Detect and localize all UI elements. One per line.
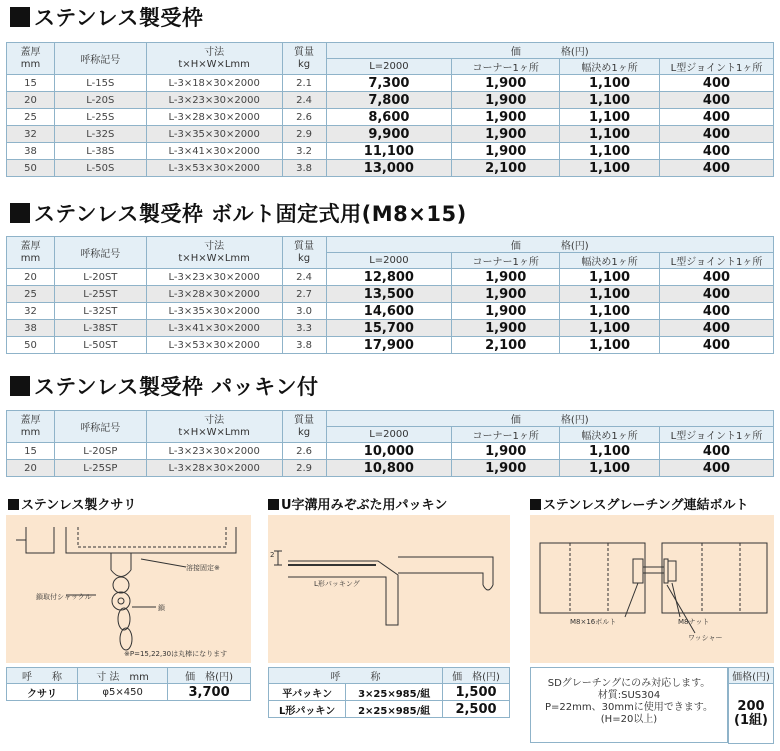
shackle-label: 鎖取付シャックル bbox=[36, 593, 92, 601]
spec-cell: L-15S bbox=[54, 75, 146, 92]
bolt-note-line: (H=20以上) bbox=[600, 714, 658, 725]
spec-cell: L-32S bbox=[54, 126, 146, 143]
price-cell: 1,900 bbox=[452, 320, 560, 337]
spec-cell: 3.8 bbox=[282, 337, 326, 354]
spec-cell: L-38ST bbox=[54, 320, 146, 337]
price-cell: 1,900 bbox=[452, 92, 560, 109]
price-cell: 11,100 bbox=[326, 143, 452, 160]
header-weight bbox=[282, 43, 326, 75]
section-title-bolt-frame bbox=[10, 198, 467, 228]
nut-label: M8ナット bbox=[678, 618, 710, 626]
header-price-col: コーナー1ヶ所 bbox=[452, 427, 560, 443]
square-bullet-icon bbox=[530, 499, 541, 510]
header-price-group: 価 格(円) bbox=[326, 411, 773, 427]
header-price-col: L型ジョイント1ヶ所 bbox=[659, 427, 773, 443]
price-cell: 1,900 bbox=[452, 143, 560, 160]
price-cell: 13,000 bbox=[326, 160, 452, 177]
l-packing-price: 2,500 bbox=[443, 701, 510, 718]
bolt-note bbox=[530, 667, 728, 743]
bolt-note-line: SDグレーチングにのみ対応します。 bbox=[547, 678, 711, 689]
header-price-col: L=2000 bbox=[326, 427, 452, 443]
header-price-group: 価 格(円) bbox=[326, 237, 773, 253]
square-bullet-icon bbox=[268, 499, 279, 510]
chain-header-price: 価 格(円) bbox=[168, 668, 251, 684]
price-cell: 1,100 bbox=[560, 160, 660, 177]
header-weight bbox=[282, 411, 326, 443]
table-row bbox=[7, 143, 774, 160]
spec-cell: 15 bbox=[7, 443, 55, 460]
price-cell: 2,100 bbox=[452, 337, 560, 354]
header-weight-line: 質量 bbox=[294, 46, 315, 58]
l-packing-dims: 2×25×985/組 bbox=[346, 701, 443, 718]
price-cell: 7,300 bbox=[326, 75, 452, 92]
price-cell: 1,100 bbox=[560, 109, 660, 126]
price-table-bolt-frame bbox=[6, 236, 774, 354]
price-cell: 1,900 bbox=[452, 443, 560, 460]
spec-cell: 38 bbox=[7, 320, 55, 337]
table-row bbox=[7, 303, 774, 320]
bolt-note-line: P=22mm、30mmに使用できます。 bbox=[544, 702, 714, 713]
spec-cell: L-20S bbox=[54, 92, 146, 109]
header-weight-unit: kg bbox=[297, 426, 311, 438]
header-dims-unit: t×H×W×Lmm bbox=[178, 252, 250, 264]
packing-title-text: U字溝用みぞぶた用パッキン bbox=[281, 498, 448, 513]
header-dims bbox=[146, 43, 282, 75]
spec-cell: L-3×18×30×2000 bbox=[146, 75, 282, 92]
spec-cell: L-50ST bbox=[54, 337, 146, 354]
chain-header-name: 呼 称 bbox=[7, 668, 78, 684]
chain-title bbox=[8, 494, 136, 513]
price-cell: 1,100 bbox=[560, 143, 660, 160]
packing-diagram bbox=[268, 515, 510, 663]
price-cell: 400 bbox=[659, 303, 773, 320]
header-dims-unit: t×H×W×Lmm bbox=[178, 58, 250, 70]
spec-cell: L-25ST bbox=[54, 286, 146, 303]
header-dims-line: 寸法 bbox=[204, 240, 225, 252]
header-price-col: L型ジョイント1ヶ所 bbox=[659, 253, 773, 269]
price-cell: 15,700 bbox=[326, 320, 452, 337]
chain-diagram bbox=[6, 515, 251, 663]
price-cell: 400 bbox=[659, 75, 773, 92]
price-cell: 1,900 bbox=[452, 286, 560, 303]
price-cell: 400 bbox=[659, 320, 773, 337]
header-weight bbox=[282, 237, 326, 269]
spec-cell: L-50S bbox=[54, 160, 146, 177]
spec-cell: 3.2 bbox=[282, 143, 326, 160]
price-cell: 8,600 bbox=[326, 109, 452, 126]
table-row bbox=[7, 443, 774, 460]
spec-cell: 2.4 bbox=[282, 269, 326, 286]
spec-cell: L-20ST bbox=[54, 269, 146, 286]
chain-table bbox=[6, 667, 251, 701]
spec-cell: 38 bbox=[7, 143, 55, 160]
packing-table bbox=[268, 667, 510, 718]
spec-cell: 2.9 bbox=[282, 126, 326, 143]
spec-cell: L-3×28×30×2000 bbox=[146, 109, 282, 126]
chain-title-text: ステンレス製クサリ bbox=[21, 498, 137, 513]
spec-cell: 2.4 bbox=[282, 92, 326, 109]
price-cell: 400 bbox=[659, 460, 773, 477]
spec-cell: L-3×35×30×2000 bbox=[146, 126, 282, 143]
header-dims bbox=[146, 411, 282, 443]
bolt-price-unit: (1組) bbox=[734, 712, 768, 728]
header-thickness-unit: mm bbox=[20, 252, 41, 264]
price-cell: 400 bbox=[659, 269, 773, 286]
spec-cell: L-20SP bbox=[54, 443, 146, 460]
price-cell: 1,100 bbox=[560, 320, 660, 337]
header-weight-unit: kg bbox=[297, 252, 311, 264]
chain-label: 鎖 bbox=[158, 604, 165, 612]
spec-cell: 32 bbox=[7, 303, 55, 320]
spec-cell: 25 bbox=[7, 286, 55, 303]
price-cell: 7,800 bbox=[326, 92, 452, 109]
bolt-label: M8×16ボルト bbox=[570, 618, 617, 626]
table-row bbox=[7, 337, 774, 354]
weld-label: 溶接固定※ bbox=[186, 564, 220, 572]
price-cell: 400 bbox=[659, 337, 773, 354]
square-bullet-icon bbox=[8, 499, 19, 510]
l-packing-name: L形パッキン bbox=[269, 701, 346, 718]
chain-dims: φ5×450 bbox=[78, 684, 168, 701]
spec-cell: L-25S bbox=[54, 109, 146, 126]
header-price-col: 幅決め1ヶ所 bbox=[560, 427, 660, 443]
packing-header-name: 呼 称 bbox=[269, 668, 443, 684]
price-cell: 10,000 bbox=[326, 443, 452, 460]
price-cell: 1,100 bbox=[560, 443, 660, 460]
bolt-drawing bbox=[530, 515, 774, 663]
spec-cell: L-3×35×30×2000 bbox=[146, 303, 282, 320]
spec-cell: L-3×41×30×2000 bbox=[146, 143, 282, 160]
header-price-col: コーナー1ヶ所 bbox=[452, 59, 560, 75]
header-code: 呼称記号 bbox=[54, 411, 146, 443]
price-cell: 10,800 bbox=[326, 460, 452, 477]
section-title-frame bbox=[10, 2, 203, 32]
price-cell: 1,900 bbox=[452, 303, 560, 320]
spec-cell: 32 bbox=[7, 126, 55, 143]
packing-header-price: 価 格(円) bbox=[443, 668, 510, 684]
bolt-price-table bbox=[728, 667, 774, 744]
header-thickness-line: 蓋厚 bbox=[20, 414, 41, 426]
price-cell: 1,100 bbox=[560, 286, 660, 303]
price-cell: 1,100 bbox=[560, 92, 660, 109]
spec-cell: 15 bbox=[7, 75, 55, 92]
packing-dim-label: 2 bbox=[270, 551, 275, 559]
bolt-price-cell bbox=[729, 684, 774, 744]
price-cell: 400 bbox=[659, 109, 773, 126]
bolt-diagram bbox=[530, 515, 774, 663]
lpack-label: L形パッキング bbox=[314, 580, 360, 588]
price-cell: 1,900 bbox=[452, 75, 560, 92]
packing-drawing bbox=[268, 515, 510, 663]
price-cell: 400 bbox=[659, 92, 773, 109]
header-thickness-unit: mm bbox=[20, 426, 41, 438]
header-price-col: 幅決め1ヶ所 bbox=[560, 253, 660, 269]
price-cell: 1,900 bbox=[452, 109, 560, 126]
bolt-price: 200 bbox=[737, 698, 765, 714]
spec-cell: 20 bbox=[7, 269, 55, 286]
price-cell: 13,500 bbox=[326, 286, 452, 303]
header-code: 呼称記号 bbox=[54, 237, 146, 269]
square-bullet-icon bbox=[10, 7, 30, 27]
washer-label: ワッシャー bbox=[688, 634, 723, 642]
header-thickness bbox=[7, 43, 55, 75]
price-cell: 1,900 bbox=[452, 269, 560, 286]
spec-cell: 2.1 bbox=[282, 75, 326, 92]
table-row bbox=[7, 92, 774, 109]
price-cell: 1,100 bbox=[560, 337, 660, 354]
spec-cell: L-3×53×30×2000 bbox=[146, 337, 282, 354]
spec-cell: L-38S bbox=[54, 143, 146, 160]
price-cell: 1,100 bbox=[560, 126, 660, 143]
spec-cell: L-3×23×30×2000 bbox=[146, 269, 282, 286]
price-cell: 1,900 bbox=[452, 460, 560, 477]
spec-cell: 50 bbox=[7, 160, 55, 177]
header-dims-line: 寸法 bbox=[204, 414, 225, 426]
table-row bbox=[7, 160, 774, 177]
price-cell: 9,900 bbox=[326, 126, 452, 143]
spec-cell: L-3×41×30×2000 bbox=[146, 320, 282, 337]
header-code: 呼称記号 bbox=[54, 43, 146, 75]
price-cell: 2,100 bbox=[452, 160, 560, 177]
spec-cell: L-3×28×30×2000 bbox=[146, 286, 282, 303]
header-price-col: L=2000 bbox=[326, 253, 452, 269]
header-weight-unit: kg bbox=[297, 58, 311, 70]
spec-cell: 3.3 bbox=[282, 320, 326, 337]
header-thickness bbox=[7, 237, 55, 269]
price-cell: 400 bbox=[659, 443, 773, 460]
flat-packing-name: 平パッキン bbox=[269, 684, 346, 701]
spec-cell: 25 bbox=[7, 109, 55, 126]
square-bullet-icon bbox=[10, 376, 30, 396]
header-price-col: 幅決め1ヶ所 bbox=[560, 59, 660, 75]
spec-cell: 2.6 bbox=[282, 109, 326, 126]
price-cell: 17,900 bbox=[326, 337, 452, 354]
price-cell: 1,100 bbox=[560, 269, 660, 286]
header-thickness-line: 蓋厚 bbox=[20, 46, 41, 58]
spec-cell: 2.6 bbox=[282, 443, 326, 460]
header-thickness-unit: mm bbox=[20, 58, 41, 70]
header-price-col: L=2000 bbox=[326, 59, 452, 75]
spec-cell: L-25SP bbox=[54, 460, 146, 477]
flat-packing-price: 1,500 bbox=[443, 684, 510, 701]
price-cell: 14,600 bbox=[326, 303, 452, 320]
bolt-title-text: ステンレスグレーチング連結ボルト bbox=[543, 498, 749, 513]
square-bullet-icon bbox=[10, 203, 30, 223]
flat-packing-dims: 3×25×985/組 bbox=[346, 684, 443, 701]
bolt-title bbox=[530, 494, 748, 513]
section1-title-text: ステンレス製受枠 bbox=[34, 6, 204, 30]
spec-cell: 2.7 bbox=[282, 286, 326, 303]
spec-cell: 3.8 bbox=[282, 160, 326, 177]
header-thickness-line: 蓋厚 bbox=[20, 240, 41, 252]
price-table-packing-frame bbox=[6, 410, 774, 477]
price-cell: 400 bbox=[659, 126, 773, 143]
chain-note: ※P=15,22,30は丸棒になります bbox=[124, 650, 228, 658]
price-cell: 12,800 bbox=[326, 269, 452, 286]
price-cell: 1,100 bbox=[560, 75, 660, 92]
chain-price: 3,700 bbox=[168, 684, 251, 701]
spec-cell: L-3×23×30×2000 bbox=[146, 92, 282, 109]
chain-drawing bbox=[6, 515, 251, 663]
spec-cell: L-3×23×30×2000 bbox=[146, 443, 282, 460]
chain-header-dims: 寸 法 mm bbox=[78, 668, 168, 684]
header-weight-line: 質量 bbox=[294, 240, 315, 252]
price-cell: 1,100 bbox=[560, 460, 660, 477]
price-cell: 400 bbox=[659, 143, 773, 160]
price-cell: 1,900 bbox=[452, 126, 560, 143]
header-weight-line: 質量 bbox=[294, 414, 315, 426]
bolt-price-header: 価格(円) bbox=[729, 668, 774, 684]
spec-cell: L-3×53×30×2000 bbox=[146, 160, 282, 177]
spec-cell: 20 bbox=[7, 460, 55, 477]
section2-title-text: ステンレス製受枠 ボルト固定式用(M8×15) bbox=[34, 202, 467, 226]
bolt-note-line: 材質:SUS304 bbox=[597, 690, 661, 701]
spec-cell: 3.0 bbox=[282, 303, 326, 320]
price-cell: 1,100 bbox=[560, 303, 660, 320]
table-row bbox=[7, 320, 774, 337]
section-title-packing-frame bbox=[10, 371, 318, 401]
price-table-frame bbox=[6, 42, 774, 177]
table-row bbox=[7, 126, 774, 143]
table-row bbox=[7, 269, 774, 286]
table-row bbox=[7, 460, 774, 477]
price-cell: 400 bbox=[659, 160, 773, 177]
packing-title bbox=[268, 494, 447, 513]
price-cell: 400 bbox=[659, 286, 773, 303]
spec-cell: 20 bbox=[7, 92, 55, 109]
spec-cell: L-32ST bbox=[54, 303, 146, 320]
header-dims-unit: t×H×W×Lmm bbox=[178, 426, 250, 438]
header-dims bbox=[146, 237, 282, 269]
table-row bbox=[7, 109, 774, 126]
header-dims-line: 寸法 bbox=[204, 46, 225, 58]
table-row bbox=[7, 286, 774, 303]
spec-cell: L-3×28×30×2000 bbox=[146, 460, 282, 477]
header-price-group: 価 格(円) bbox=[326, 43, 773, 59]
spec-cell: 2.9 bbox=[282, 460, 326, 477]
header-thickness bbox=[7, 411, 55, 443]
table-row bbox=[7, 75, 774, 92]
chain-name: クサリ bbox=[7, 684, 78, 701]
header-price-col: コーナー1ヶ所 bbox=[452, 253, 560, 269]
section3-title-text: ステンレス製受枠 パッキン付 bbox=[34, 375, 319, 399]
spec-cell: 50 bbox=[7, 337, 55, 354]
header-price-col: L型ジョイント1ヶ所 bbox=[659, 59, 773, 75]
